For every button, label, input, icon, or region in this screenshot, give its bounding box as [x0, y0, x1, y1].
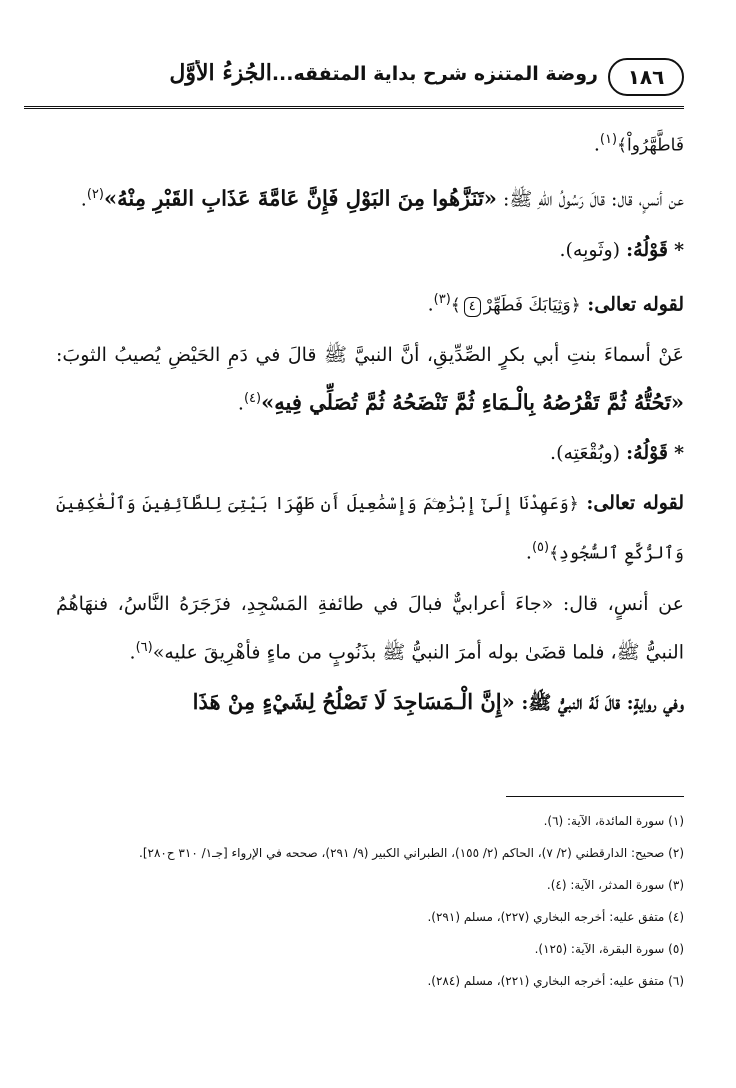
quran-verse: ﴿وَعَهِدْنَا إِلَىٰٓ إِبْرَٰهِـۧمَ وَإِسْمَٰعِيلَ أَن طَهِّرَا بَيْتِىَ لِلطَّآئِفِينَ وَٱلْعَٰكِفِينَ وَٱلرُّكَّعِ ٱلسُّجُودِ﴾	[56, 494, 684, 564]
footnote-5: (٥) سورة البقرة، الآية: (١٢٥).	[534, 942, 684, 956]
matn-text: (وثَوبِه).	[559, 238, 627, 261]
evidence-intro: لقوله تعالى:	[580, 292, 684, 315]
main-text	[56, 118, 684, 731]
footnote-3: (٣) سورة المدثر، الآية: (٤).	[546, 878, 684, 892]
volume-label: الجُزءُ الأوَّل	[169, 60, 272, 86]
punctuation: .	[237, 392, 244, 415]
punctuation: .	[525, 541, 532, 564]
verse-close: ﴾	[450, 294, 461, 315]
punctuation: .	[427, 292, 434, 315]
paragraph-1	[56, 118, 684, 167]
star-marker: *	[674, 442, 684, 465]
footnotes	[40, 812, 684, 1004]
paragraph-2	[56, 173, 684, 221]
paragraph-7	[56, 481, 684, 575]
narration-intro: وفي روايةٍ: قالَ لَهُ النبيُّ ﷺ:	[514, 691, 684, 714]
punctuation: .	[593, 133, 600, 156]
paragraph-4	[56, 278, 684, 327]
page-header	[24, 52, 684, 109]
punctuation: .	[80, 188, 87, 211]
quran-verse: ﴿وَثِيَابَكَ فَطَهِّرْ	[483, 294, 581, 315]
paragraph-5	[56, 333, 684, 425]
matn-text: (وبُقْعَتِه).	[550, 442, 627, 465]
footnote-2: (٢) صحيح: الدارقطني (٢/ ٧)، الحاكم (٢/ ١٥٥)، الطبراني الكبير (٩/ ٢٩١)، صححه في الإرواء [جـ١/ ٣١٠ ح٢٨٠].	[139, 846, 684, 860]
footnote-6: (٦) متفق عليه: أخرجه البخاري (٢٢١)، مسلم (٢٨٤).	[427, 974, 684, 988]
footnote-ref: (٣)	[433, 291, 451, 307]
evidence-intro: لقوله تعالى:	[578, 492, 685, 515]
quran-verse: فَاطَّهَّرُواْ﴾	[617, 135, 684, 156]
narration-text: عن أنسٍ، قال: «جاءَ أعرابيٌّ فبالَ في طائفةِ المَسْجِدِ، فزَجَرَهُ النَّاسُ، فنهَاهُمُ النبيُّ ﷺ، فلما قضَىٰ بوله أمرَ النبيُّ ﷺ بذَنُوبٍ من ماءٍ فأهْرِيقَ عليه»	[56, 592, 684, 663]
footnote-4: (٤) متفق عليه: أخرجه البخاري (٢٢٧)، مسلم (٢٩١).	[427, 910, 684, 924]
book-title: روضة المتنزه شرح بداية المتفقه...	[271, 63, 598, 85]
footnote-ref: (٤)	[243, 390, 262, 406]
ayah-number-marker: ٤	[464, 297, 481, 317]
footnote-ref: (٢)	[86, 187, 104, 203]
footnote-1: (١) سورة المائدة، الآية: (٦).	[543, 814, 684, 828]
footnote-divider	[506, 796, 684, 797]
star-marker: *	[674, 238, 684, 261]
hadith-text: «تَحُتُّهُ ثُمَّ تَقْرُصُهُ بِالْـمَاءِ ثُمَّ تَنْضَحُهُ ثُمَّ تُصَلِّي فِيهِ»	[261, 389, 684, 415]
punctuation: .	[129, 640, 136, 663]
footnote-ref: (١)	[599, 132, 618, 147]
page-number: ١٨٦	[627, 65, 665, 89]
running-title	[24, 60, 598, 86]
footnote-ref: (٦)	[135, 639, 153, 655]
hadith-text: «تَنَزَّهُوا مِنَ البَوْلِ فَإِنَّ عَامَّةَ عَذَابِ القَبْرِ مِنْهُ»	[103, 185, 497, 211]
narration-intro: عن أنسٍ، قال: قالَ رَسُولُ اللهِ ﷺ:	[496, 188, 684, 211]
paragraph-6	[56, 431, 684, 475]
paragraph-3	[56, 228, 684, 272]
page-number-badge	[608, 58, 684, 96]
footnote-ref: (٥)	[531, 540, 550, 556]
matn-label: قَوْلُهُ:	[626, 442, 669, 465]
paragraph-8	[56, 582, 684, 674]
matn-label: قَوْلُهُ:	[626, 238, 669, 261]
paragraph-9	[56, 680, 684, 725]
hadith-text: «إِنَّ الْـمَسَاجِدَ لَا تَصْلُحُ لِشَيْءٍ مِنْ هَذَا	[192, 688, 515, 714]
narration-text: عَنْ أسماءَ بنتِ أبي بكرٍ الصِّدِّيقِ، أنَّ النبيَّ ﷺ قالَ في دَمِ الحَيْضِ يُصيبُ الثوبَ:	[56, 343, 684, 366]
